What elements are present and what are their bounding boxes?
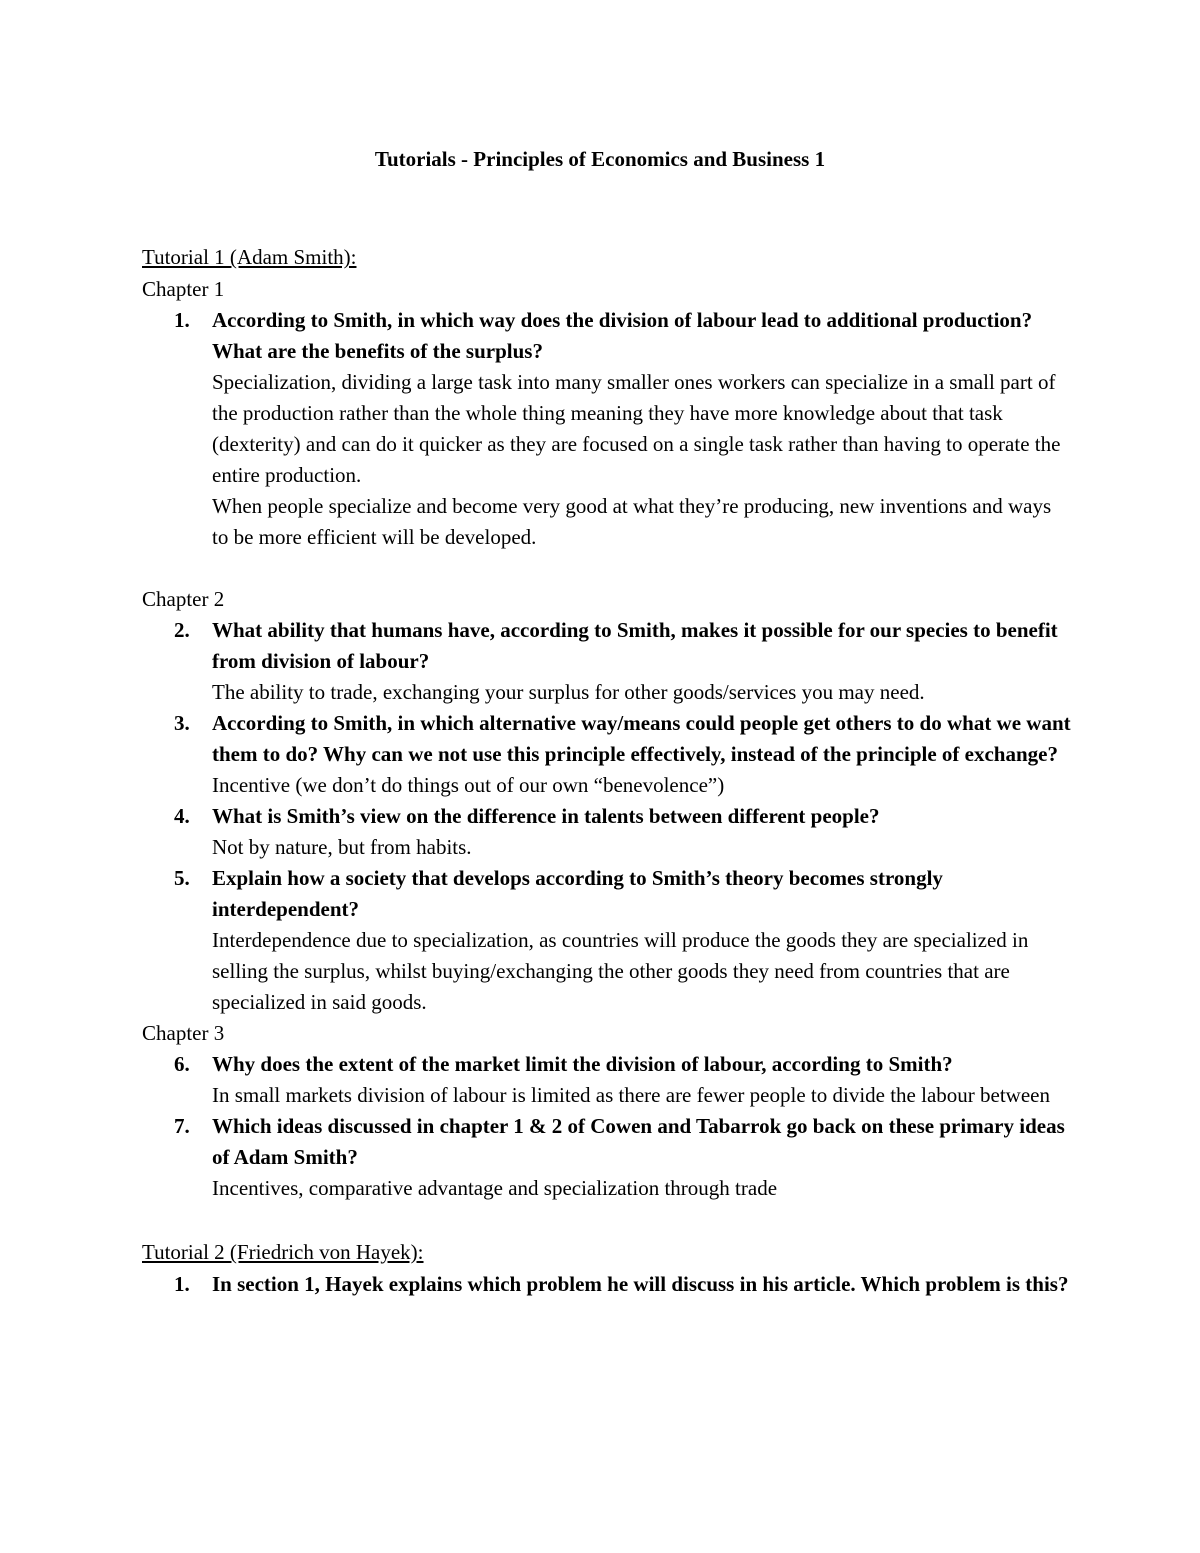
chapter-3-label: Chapter 3 <box>142 1021 225 1045</box>
question-number: 4. <box>174 804 190 828</box>
answer-text: The ability to trade, exchanging your surplus for other goods/services you may need. <box>212 680 925 704</box>
question-item <box>142 863 1072 1018</box>
answer-text: Incentive (we don’t do things out of our own “benevolence”) <box>212 773 725 797</box>
document-title: Tutorials - Principles of Economics and Business 1 <box>374 147 826 171</box>
question-item <box>142 1111 1072 1204</box>
question-item <box>142 801 1072 863</box>
question-text: Why does the extent of the market limit the division of labour, according to Smith? <box>212 1052 953 1076</box>
answer-text: In small markets division of labour is limited as there are fewer people to divide the labour between <box>212 1083 1050 1107</box>
question-text: What ability that humans have, according to Smith, makes it possible for our species to benefit from division of labour? <box>212 618 1058 673</box>
document-body <box>142 240 1072 1300</box>
answer-text: Not by nature, but from habits. <box>212 835 472 859</box>
question-number: 1. <box>174 1272 190 1296</box>
question-number: 5. <box>174 866 190 890</box>
question-number: 7. <box>174 1114 190 1138</box>
question-item <box>142 615 1072 708</box>
question-text: According to Smith, in which alternative way/means could people get others to do what we want them to do? Why can we not use this principle effectively, instead of the principle of exchange? <box>212 711 1071 766</box>
answer-text: Incentives, comparative advantage and specialization through trade <box>212 1176 778 1200</box>
chapter-1-label: Chapter 1 <box>142 277 225 301</box>
question-item <box>142 708 1072 801</box>
tutorial-1-heading: Tutorial 1 (Adam Smith): <box>142 245 357 269</box>
question-number: 2. <box>174 618 190 642</box>
answer-text: Interdependence due to specialization, as countries will produce the goods they are specialized in selling the surplus, whilst buying/exchanging the other goods they need from countries that are specialized in said goods. <box>212 928 1029 1014</box>
chapter-2-label: Chapter 2 <box>142 587 225 611</box>
question-text: According to Smith, in which way does the division of labour lead to additional production? What are the benefits of the surplus? <box>212 308 1033 363</box>
question-text: Which ideas discussed in chapter 1 & 2 of Cowen and Tabarrok go back on these primary ideas of Adam Smith? <box>212 1114 1065 1169</box>
tutorial-2-heading: Tutorial 2 (Friedrich von Hayek): <box>142 1240 424 1264</box>
question-text: In section 1, Hayek explains which problem he will discuss in his article. Which problem is this? <box>212 1272 1069 1296</box>
question-text: What is Smith’s view on the difference in talents between different people? <box>212 804 880 828</box>
question-number: 3. <box>174 711 190 735</box>
spacer <box>142 1204 1072 1235</box>
question-item <box>142 305 1072 553</box>
question-item <box>142 1049 1072 1111</box>
answer-text: Specialization, dividing a large task into many smaller ones workers can specialize in a small part of the production rather than the whole thing meaning they have more knowledge about that task (dexterity) and can do it quicker as they are focused on a single task rather than having to operate the entire production. <box>212 370 1061 487</box>
question-number: 1. <box>174 308 190 332</box>
spacer <box>142 553 1072 584</box>
question-number: 6. <box>174 1052 190 1076</box>
question-text: Explain how a society that develops according to Smith’s theory becomes strongly interdependent? <box>212 866 943 921</box>
question-item <box>142 1269 1072 1300</box>
answer-text: When people specialize and become very good at what they’re producing, new inventions and ways to be more efficient will be developed. <box>212 494 1052 549</box>
